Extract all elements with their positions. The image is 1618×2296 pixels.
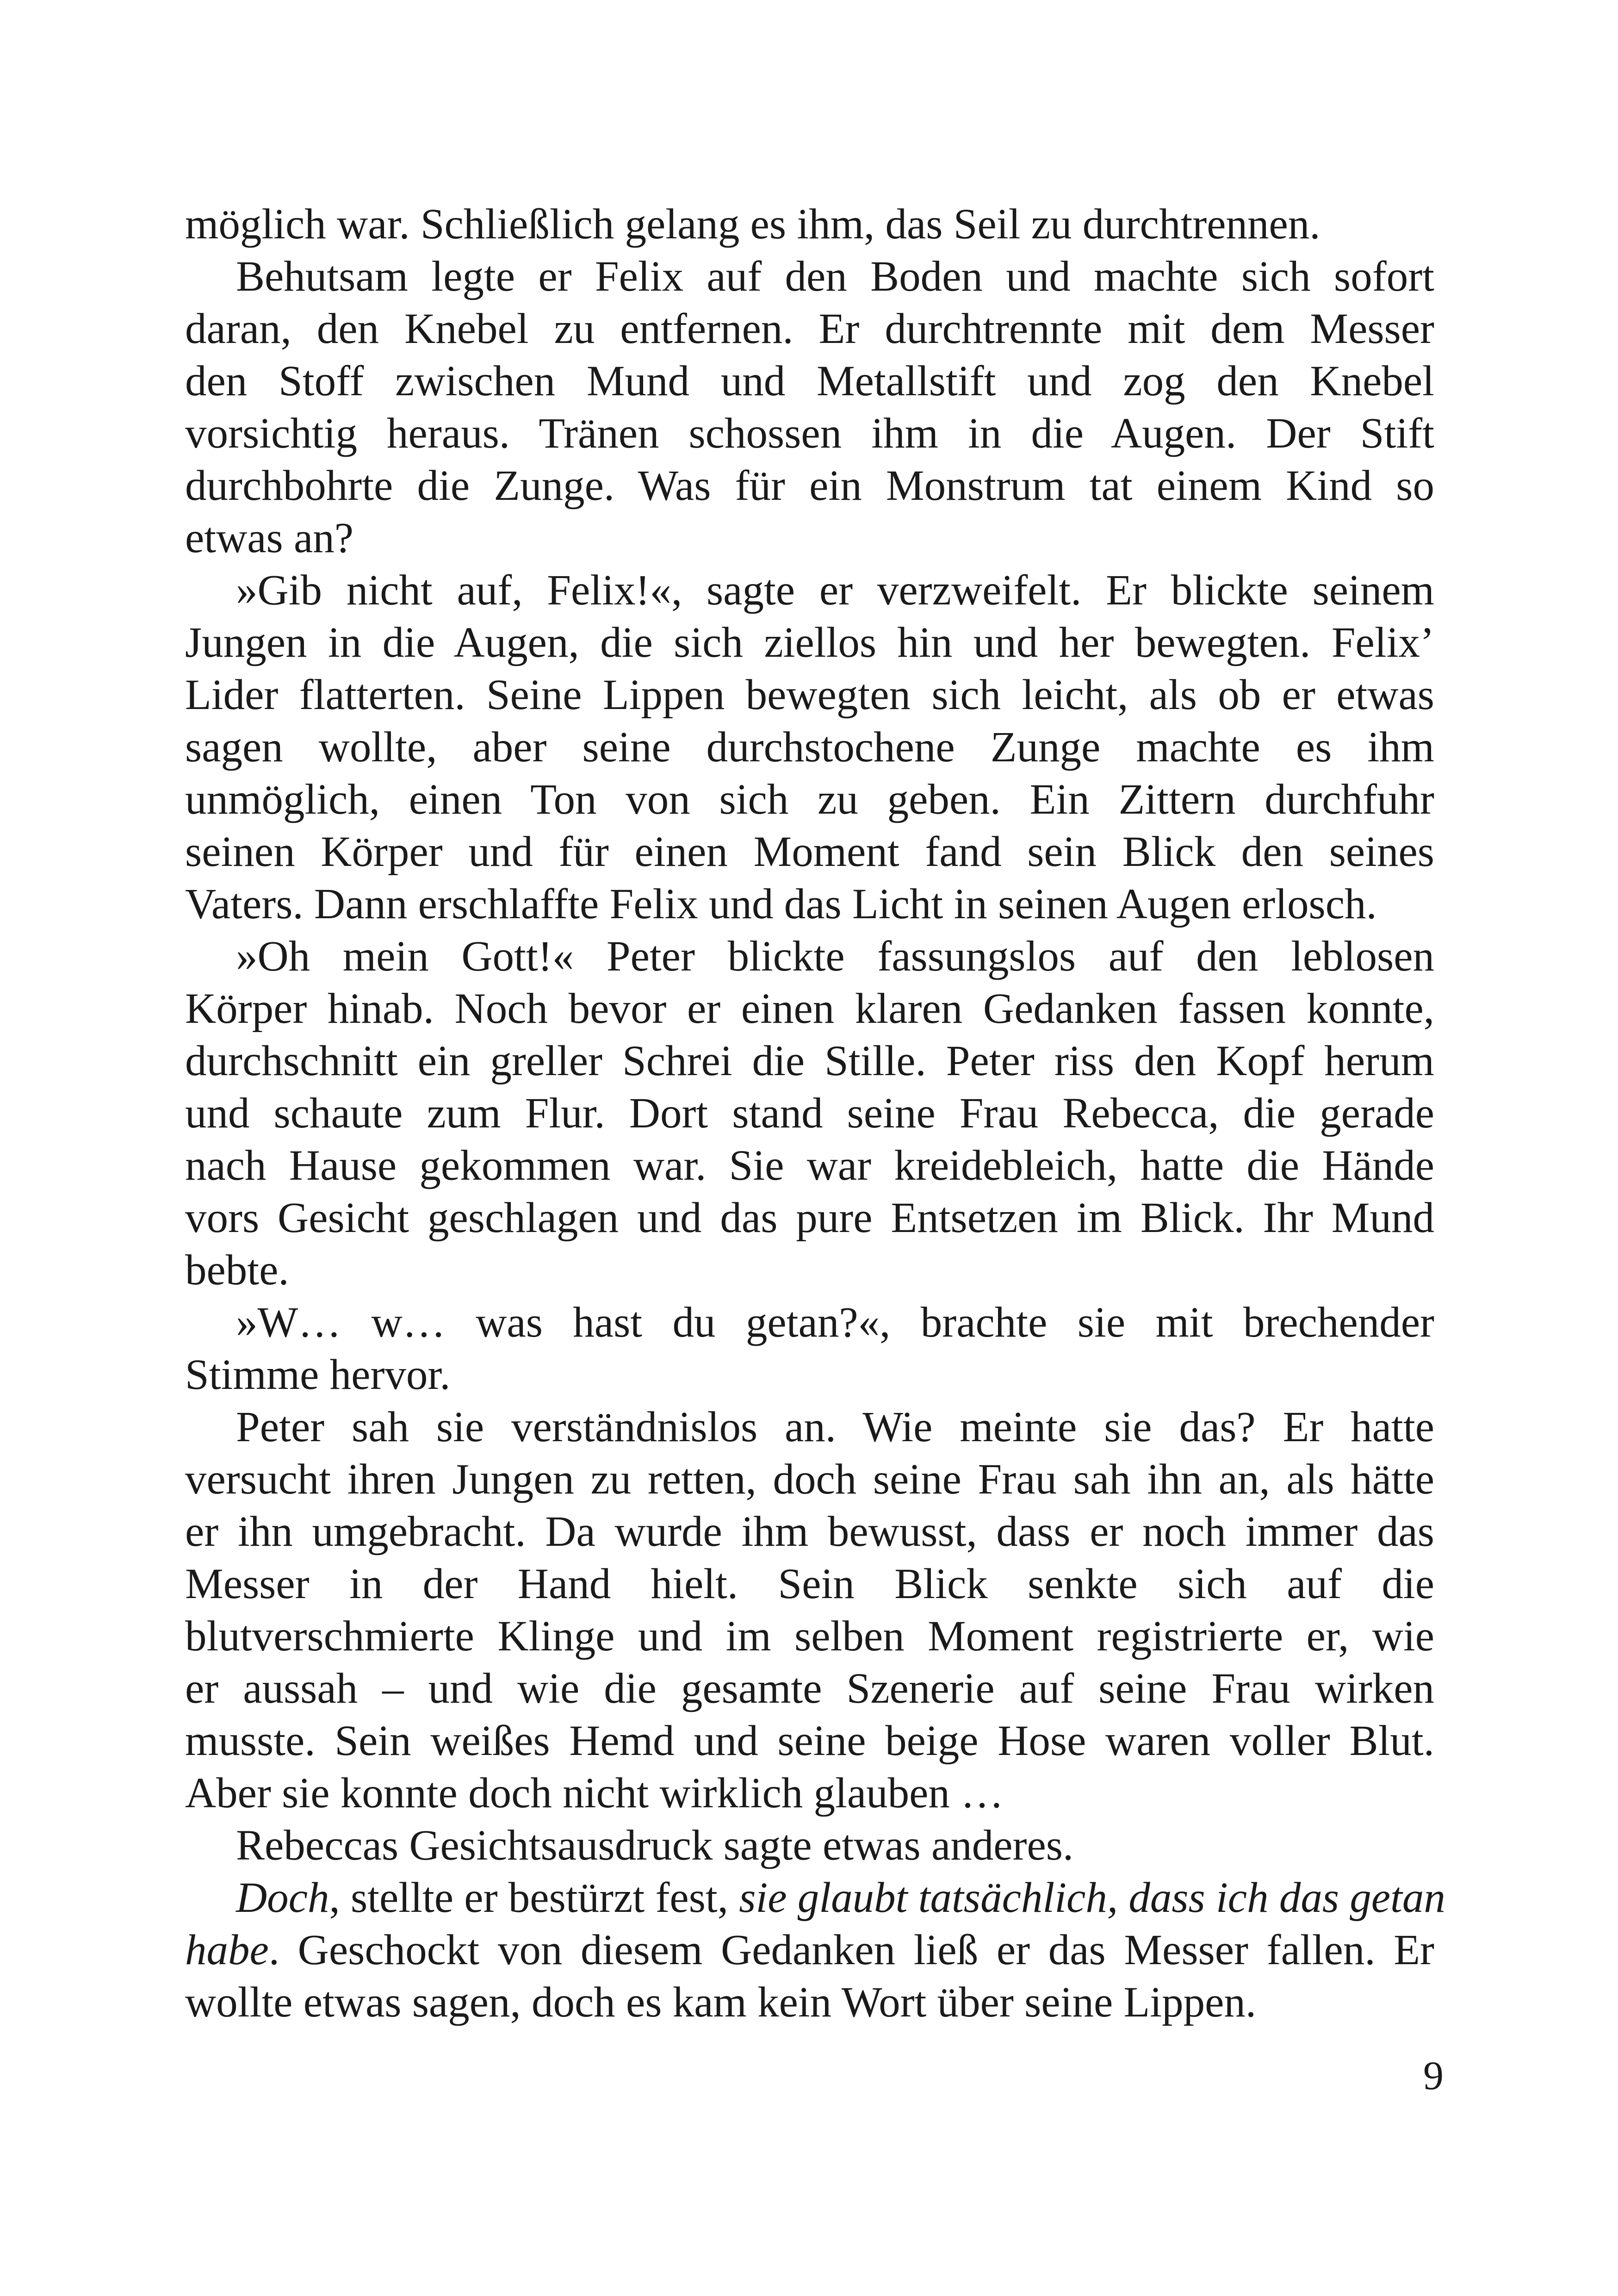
text-line: den Stoff zwischen Mund und Metallstift und zog den Knebel xyxy=(185,357,1434,405)
text-line: Peter sah sie verständnislos an. Wie meinte sie das? Er hatte xyxy=(236,1403,1434,1451)
text-line: und schaute zum Flur. Dort stand seine Frau Rebecca, die gerade xyxy=(185,1089,1434,1137)
text-line xyxy=(185,1924,1434,1976)
text-line: nach Hause gekommen war. Sie war kreidebleich, hatte die Hände xyxy=(185,1142,1434,1189)
text-line: Lider flatterten. Seine Lippen bewegten sich leicht, als ob er etwas xyxy=(185,671,1434,719)
text-line: vorsichtig heraus. Tränen schossen ihm in die Augen. Der Stift xyxy=(185,410,1434,457)
text-line: daran, den Knebel zu entfernen. Er durchtrennte mit dem Messer xyxy=(185,305,1434,353)
paragraph-lines-italic xyxy=(185,1872,1445,1976)
text-segment: , stellte er bestürzt fest, xyxy=(329,1874,739,1922)
text-line: vors Gesicht geschlagen und das pure Entsetzen im Blick. Ihr Mund xyxy=(185,1194,1434,1242)
text-line xyxy=(185,1872,1445,1924)
text-line: versucht ihren Jungen zu retten, doch seine Frau sah ihn an, als hätte xyxy=(185,1456,1434,1503)
text-line: »Oh mein Gott!« Peter blickte fassungslos auf den leblosen xyxy=(236,933,1434,980)
text-segment: . Geschockt von diesem Gedanken ließ er das Messer fallen. Er xyxy=(268,1926,1434,1974)
body-text xyxy=(185,198,1445,2028)
text-line: möglich war. Schließlich gelang es ihm, das Seil zu durchtrennen. xyxy=(185,200,1320,248)
text-line: Körper hinab. Noch bevor er einen klaren Gedanken fassen konnte, xyxy=(185,985,1434,1033)
paragraph-lines xyxy=(185,198,1434,1872)
page-number: 9 xyxy=(1423,2053,1444,2098)
italic-text: habe xyxy=(185,1926,269,1974)
text-line: Jungen in die Augen, die sich ziellos hin und her bewegten. Felix’ xyxy=(185,619,1434,666)
text-line: er aussah – und wie die gesamte Szenerie auf seine Frau wirken xyxy=(185,1665,1434,1712)
text-line: blutverschmierte Klinge und im selben Moment registrierte er, wie xyxy=(185,1612,1434,1660)
text-line: Stimme hervor. xyxy=(185,1351,451,1399)
italic-text: Doch xyxy=(236,1874,329,1922)
text-line: »Gib nicht auf, Felix!«, sagte er verzweifelt. Er blickte seinem xyxy=(236,566,1434,614)
text-line: »W… w… was hast du getan?«, brachte sie mit brechender xyxy=(236,1299,1434,1346)
text-line: bebte. xyxy=(185,1246,289,1294)
text-line: durchbohrte die Zunge. Was für ein Monstrum tat einem Kind so xyxy=(185,462,1434,510)
text-line: er ihn umgebracht. Da wurde ihm bewusst, dass er noch immer das xyxy=(185,1508,1434,1556)
text-line: Messer in der Hand hielt. Sein Blick senkte sich auf die xyxy=(185,1560,1434,1608)
text-line: musste. Sein weißes Hemd und seine beige Hose waren voller Blut. xyxy=(185,1717,1434,1765)
text-line: seinen Körper und für einen Moment fand sein Blick den seines xyxy=(185,828,1434,876)
text-line: unmöglich, einen Ton von sich zu geben. Ein Zittern durchfuhr xyxy=(185,776,1434,823)
text-line: sagen wollte, aber seine durchstochene Zunge machte es ihm xyxy=(185,723,1434,771)
text-line: Behutsam legte er Felix auf den Boden und machte sich sofort xyxy=(236,253,1434,300)
text-line: Rebeccas Gesichtsausdruck sagte etwas anderes. xyxy=(236,1822,1074,1869)
text-line: Vaters. Dann erschlaffte Felix und das Licht in seinen Augen erlosch. xyxy=(185,880,1377,928)
text-line: durchschnitt ein greller Schrei die Stille. Peter riss den Kopf herum xyxy=(185,1037,1434,1085)
italic-text: sie glaubt tatsächlich, dass ich das getan xyxy=(739,1874,1445,1922)
text-line-final: wollte etwas sagen, doch es kam kein Wort über seine Lippen. xyxy=(185,1979,1257,2026)
text-line: Aber sie konnte doch nicht wirklich glauben … xyxy=(185,1769,1004,1817)
text-line: etwas an? xyxy=(185,514,354,562)
